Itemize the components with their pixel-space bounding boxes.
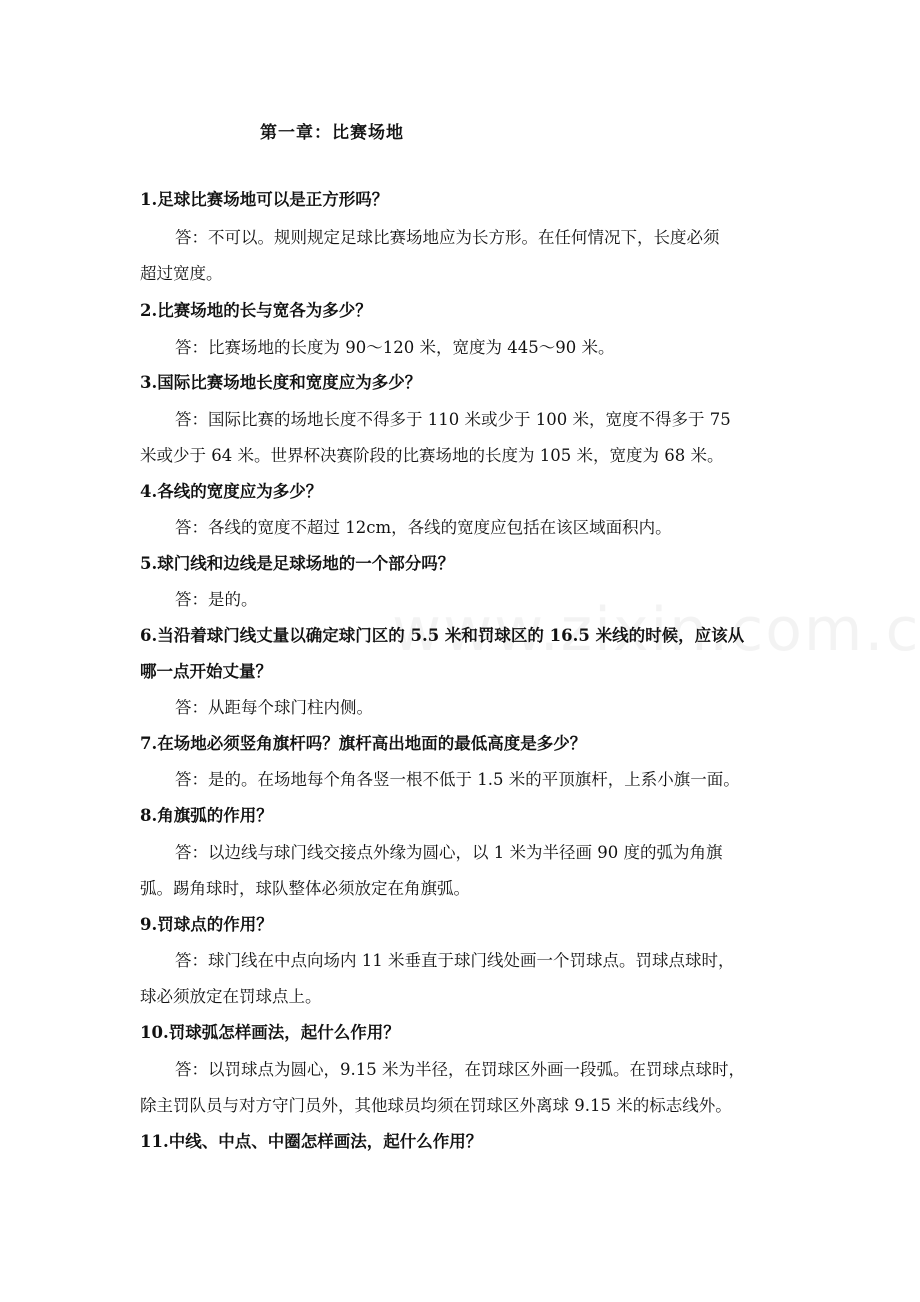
- answer-3-line-1: 答：国际比赛的场地长度不得多于 110 米或少于 100 米，宽度不得多于 75: [175, 410, 731, 429]
- answer-1-line-2: 超过宽度。: [140, 264, 223, 283]
- answer-5-line-1: 答：是的。: [175, 590, 258, 609]
- question-1: 1.足球比赛场地可以是正方形吗？: [140, 190, 389, 209]
- answer-10-line-1: 答：以罚球点为圆心，9.15 米为半径，在罚球区外画一段弧。在罚球点球时，: [175, 1060, 745, 1079]
- answer-4-line-1: 答：各线的宽度不超过 12cm，各线的宽度应包括在该区域面积内。: [175, 518, 672, 537]
- answer-9-line-2: 球必须放定在罚球点上。: [140, 987, 322, 1006]
- question-4: 4.各线的宽度应为多少？: [140, 482, 323, 501]
- answer-10-line-2: 除主罚队员与对方守门员外，其他球员均须在罚球区外离球 9.15 米的标志线外。: [140, 1096, 732, 1115]
- question-8: 8.角旗弧的作用？: [140, 806, 273, 825]
- question-6-line-2: 哪一点开始丈量？: [140, 662, 272, 681]
- question-2: 2.比赛场地的长与宽各为多少？: [140, 301, 372, 320]
- question-7: 7.在场地必须竖角旗杆吗？旗杆高出地面的最低高度是多少？: [140, 734, 587, 753]
- question-5: 5.球门线和边线是足球场地的一个部分吗？: [140, 554, 455, 573]
- answer-9-line-1: 答：球门线在中点向场内 11 米垂直于球门线处画一个罚球点。罚球点球时，: [175, 951, 735, 970]
- answer-2-line-1: 答：比赛场地的长度为 90～120 米，宽度为 445～90 米。: [175, 338, 615, 357]
- question-9: 9.罚球点的作用？: [140, 915, 273, 934]
- chapter-title: 第一章：比赛场地: [260, 123, 404, 143]
- answer-7-line-1: 答：是的。在场地每个角各竖一根不低于 1.5 米的平顶旗杆，上系小旗一面。: [175, 770, 740, 789]
- answer-6-line-1: 答：从距每个球门柱内侧。: [175, 698, 373, 717]
- answer-3-line-2: 米或少于 64 米。世界杯决赛阶段的比赛场地的长度为 105 米，宽度为 68 米。: [140, 446, 724, 465]
- answer-8-line-2: 弧。踢角球时，球队整体必须放定在角旗弧。: [140, 879, 470, 898]
- question-3: 3.国际比赛场地长度和宽度应为多少？: [140, 373, 422, 392]
- question-10: 10.罚球弧怎样画法，起什么作用？: [140, 1023, 400, 1042]
- question-6-line-1: 6.当沿着球门线丈量以确定球门区的 5.5 米和罚球区的 16.5 米线的时候，应该从: [140, 626, 745, 645]
- question-11: 11.中线、中点、中圈怎样画法，起什么作用？: [140, 1132, 483, 1151]
- answer-1-line-1: 答：不可以。规则规定足球比赛场地应为长方形。在任何情况下，长度必须: [175, 228, 720, 247]
- answer-8-line-1: 答：以边线与球门线交接点外缘为圆心，以 1 米为半径画 90 度的弧为角旗: [175, 843, 723, 862]
